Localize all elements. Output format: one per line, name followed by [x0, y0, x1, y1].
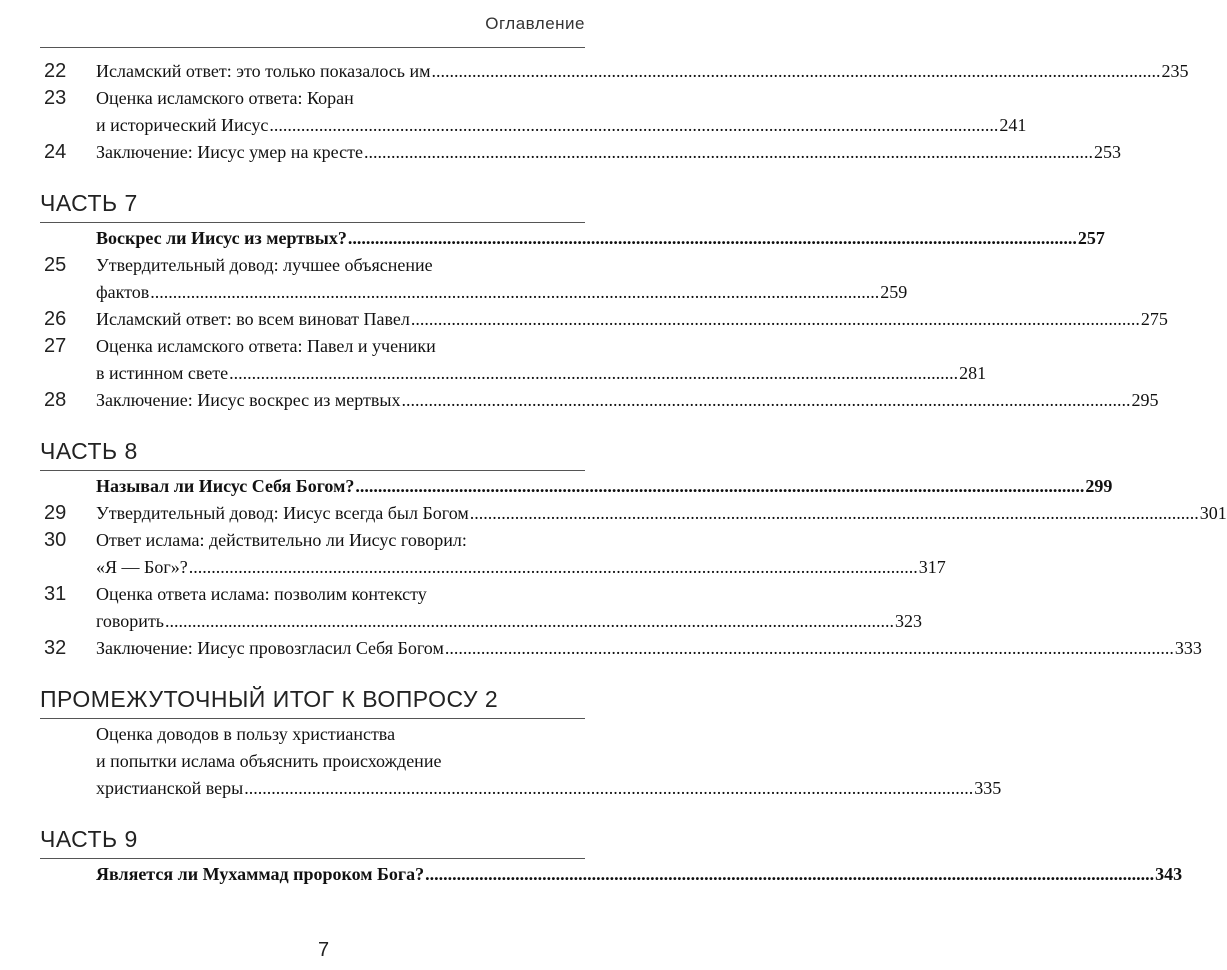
chapter-title-line: Исламский ответ: во всем виноват Павел [96, 309, 410, 329]
chapter-title-line: в истинном свете [96, 363, 229, 383]
toc-section [40, 824, 1183, 888]
chapter-title-line: Оценка исламского ответа: Коран [96, 88, 354, 108]
chapter-title-line: Заключение: Иисус провозгласил Себя Богом [96, 638, 444, 658]
chapter-title-line: Заключение: Иисус воскрес из мертвых [96, 390, 401, 410]
page-ref: 323 [895, 611, 923, 631]
toc-chapter-entry[interactable] [40, 58, 1189, 85]
chapter-title-line: Является ли Мухаммад пророком Бога? [96, 864, 425, 884]
dot-leader [348, 225, 1077, 252]
chapter-title-line: христианской веры [96, 778, 244, 798]
chapter-number: 23 [44, 87, 67, 109]
page-ref: 275 [1140, 309, 1168, 329]
chapter-title-line: Воскрес ли Иисус из мертвых? [96, 228, 347, 248]
chapter-number: 29 [44, 502, 67, 524]
chapter-title-line: «Я — Бог»? [96, 557, 188, 577]
page-ref: 257 [1077, 228, 1105, 248]
chapter-number: 31 [44, 583, 67, 605]
page-ref: 343 [1155, 864, 1183, 884]
part-heading: ПРОМЕЖУТОЧНЫЙ ИТОГ К ВОПРОСУ 2 [40, 686, 499, 712]
dot-leader [364, 139, 1093, 166]
dot-leader [165, 608, 894, 635]
chapter-number: 22 [44, 60, 67, 82]
chapter-title-line: Ответ ислама: действительно ли Иисус говорил: [96, 530, 467, 550]
running-header: Оглавление [485, 14, 585, 33]
part-divider [40, 470, 585, 471]
chapter-title-line: и исторический Иисус [96, 115, 269, 135]
page-ref: 335 [974, 778, 1002, 798]
chapter-number: 28 [44, 389, 67, 411]
part-divider [40, 222, 585, 223]
chapter-number: 27 [44, 335, 67, 357]
dot-leader [244, 775, 973, 802]
chapter-title-line: Утвердительный довод: Иисус всегда был Богом [96, 503, 469, 523]
part-heading: ЧАСТЬ 9 [40, 826, 138, 852]
page-number: 7 [317, 939, 330, 961]
part-divider [40, 718, 585, 719]
page-ref: 281 [959, 363, 987, 383]
dot-leader [470, 500, 1199, 527]
toc-section [40, 436, 1227, 662]
header-divider [40, 47, 585, 48]
page-ref: 301 [1199, 503, 1227, 523]
chapter-title-line: Оценка исламского ответа: Павел и ученики [96, 336, 436, 356]
chapter-title-line: Оценка доводов в пользу христианства [96, 724, 396, 744]
toc-part-title-entry[interactable] [40, 861, 1183, 888]
dot-leader [355, 473, 1084, 500]
toc-section [40, 58, 1189, 166]
part-heading: ЧАСТЬ 7 [40, 190, 138, 216]
chapter-number: 24 [44, 141, 67, 163]
dot-leader [411, 306, 1140, 333]
page-ref: 317 [918, 557, 946, 577]
toc-chapter-entry[interactable] [40, 252, 908, 306]
chapter-number: 26 [44, 308, 67, 330]
toc-chapter-entry[interactable] [40, 306, 1168, 333]
dot-leader [189, 554, 918, 581]
page-ref: 235 [1161, 61, 1189, 81]
chapter-title-line: и попытки ислама объяснить происхождение [96, 751, 442, 771]
dot-leader [425, 861, 1154, 888]
dot-leader [445, 635, 1174, 662]
chapter-title-line: говорить [96, 611, 165, 631]
toc-chapter-entry[interactable] [40, 581, 923, 635]
toc-section [40, 188, 1168, 414]
page-ref: 333 [1174, 638, 1202, 658]
toc-chapter-entry[interactable] [40, 500, 1227, 527]
dot-leader [150, 279, 879, 306]
chapter-title-line: Исламский ответ: это только показалось им [96, 61, 431, 81]
toc-chapter-entry[interactable] [40, 527, 946, 581]
page-ref: 241 [999, 115, 1027, 135]
part-divider [40, 858, 585, 859]
chapter-title-line: Называл ли Иисус Себя Богом? [96, 476, 355, 496]
toc-chapter-entry[interactable] [40, 85, 1027, 139]
dot-leader [229, 360, 958, 387]
dot-leader [269, 112, 998, 139]
toc-part-title-entry[interactable] [40, 473, 1113, 500]
chapter-title-line: Заключение: Иисус умер на кресте [96, 142, 363, 162]
chapter-number: 32 [44, 637, 67, 659]
page-ref: 253 [1093, 142, 1121, 162]
chapter-number: 30 [44, 529, 67, 551]
toc-chapter-entry[interactable] [40, 721, 1002, 802]
dot-leader [432, 58, 1161, 85]
toc-chapter-entry[interactable] [40, 333, 987, 387]
table-of-contents [40, 58, 1227, 888]
toc-chapter-entry[interactable] [40, 139, 1121, 166]
chapter-title-line: Оценка ответа ислама: позволим контексту [96, 584, 427, 604]
page-ref: 259 [880, 282, 908, 302]
chapter-number: 25 [44, 254, 67, 276]
chapter-title-line: фактов [96, 282, 150, 302]
part-heading: ЧАСТЬ 8 [40, 438, 138, 464]
toc-chapter-entry[interactable] [40, 635, 1202, 662]
toc-part-title-entry[interactable] [40, 225, 1105, 252]
toc-chapter-entry[interactable] [40, 387, 1159, 414]
page-ref: 299 [1085, 476, 1113, 496]
toc-section [40, 684, 1002, 802]
chapter-title-line: Утвердительный довод: лучшее объяснение [96, 255, 433, 275]
dot-leader [402, 387, 1131, 414]
page-ref: 295 [1131, 390, 1159, 410]
